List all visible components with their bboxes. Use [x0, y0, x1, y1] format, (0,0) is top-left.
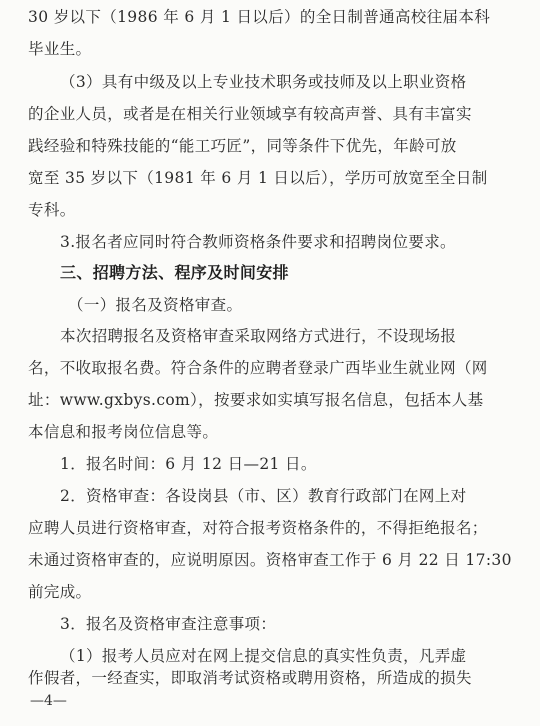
text-line: 3.报名者应同时符合教师资格条件要求和招聘岗位要求。 [60, 233, 456, 251]
text-line: 毕业生。 [28, 40, 92, 58]
subsection-heading: （一）报名及资格审查。 [68, 296, 243, 314]
text-line: （3）具有中级及以上专业技术职务或技师及以上职业资格 [60, 73, 467, 91]
text-line: 应聘人员进行资格审查，对符合报考资格条件的，不得拒绝报名； [28, 519, 488, 537]
section-heading: 三、招聘方法、程序及时间安排 [60, 263, 289, 282]
text-line: 名，不收取报名费。符合条件的应聘者登录广西毕业生就业网（网 [28, 359, 488, 377]
text-line: 的企业人员，或者是在相关行业领域享有较高声誉、具有丰富实 [28, 105, 472, 123]
text-line: 3．报名及资格审查注意事项： [60, 615, 277, 633]
text-line: 1．报名时间：6 月 12 日—21 日。 [60, 455, 317, 473]
text-line: 专科。 [28, 201, 76, 219]
page-number: —4— [30, 693, 67, 709]
text-line: 未通过资格审查的，应说明原因。资格审查工作于 6 月 22 日 17:30 [28, 551, 512, 569]
text-line: （1）报考人员应对在网上提交信息的真实性负责，凡弄虚 [60, 647, 467, 665]
text-line: 本信息和报考岗位信息等。 [28, 423, 219, 441]
text-line: 践经验和特殊技能的“能工巧匠”，同等条件下优先，年龄可放 [28, 137, 457, 155]
text-line: 2．资格审查：各设岗县（市、区）教育行政部门在网上对 [60, 487, 467, 505]
text-line: 址：www.gxbys.com），按要求如实填写报名信息，包括本人基 [28, 391, 484, 409]
text-line: 本次招聘报名及资格审查采取网络方式进行，不设现场报 [60, 327, 457, 345]
text-line: 前完成。 [28, 583, 92, 601]
text-line: 作假者，一经查实，即取消考试资格或聘用资格，所造成的损失 [28, 669, 472, 687]
text-line: 宽至 35 岁以下（1981 年 6 月 1 日以后），学历可放宽至全日制 [28, 169, 488, 187]
text-line: 30 岁以下（1986 年 6 月 1 日以后）的全日制普通高校往届本科 [28, 8, 491, 26]
